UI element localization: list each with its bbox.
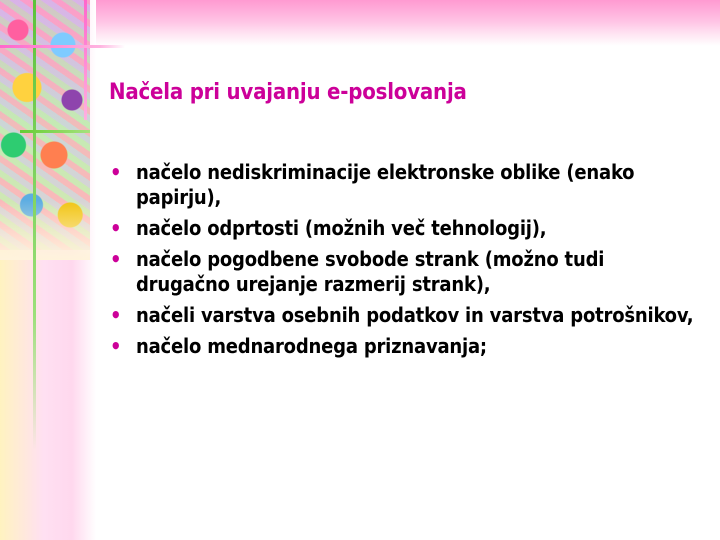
decor-line-horizontal-pink: [0, 45, 125, 48]
list-item: [110, 216, 700, 241]
bullet-list: [110, 160, 700, 365]
decor-line-horizontal-green: [20, 130, 90, 133]
bullet-icon: •: [110, 216, 122, 240]
list-item: [110, 334, 700, 359]
decorative-art-fade: [0, 200, 90, 260]
bullet-icon: •: [110, 303, 122, 327]
bullet-text: načelo pogodbene svobode strank (možno tudi drugačno urejanje razmerij strank),: [136, 247, 605, 296]
bullet-text: načelo odprtosti (možnih več tehnologij),: [136, 216, 547, 240]
top-decor-band: [0, 0, 720, 46]
bullet-text: načelo nediskriminacije elektronske oblike (enako papirju),: [136, 160, 635, 209]
list-item: [110, 160, 700, 210]
slide-title: Načela pri uvajanju e-poslovanja: [109, 80, 467, 105]
bullet-icon: •: [110, 334, 122, 358]
list-item: [110, 303, 700, 328]
bullet-text: načelo mednarodnega priznavanja;: [136, 334, 487, 358]
decor-line-vertical-pink: [84, 0, 87, 120]
bullet-text: načeli varstva osebnih podatkov in varstva potrošnikov,: [136, 303, 694, 327]
list-item: [110, 247, 700, 297]
bullet-icon: •: [110, 160, 122, 184]
decor-line-vertical-green: [33, 0, 36, 450]
bullet-icon: •: [110, 247, 122, 271]
